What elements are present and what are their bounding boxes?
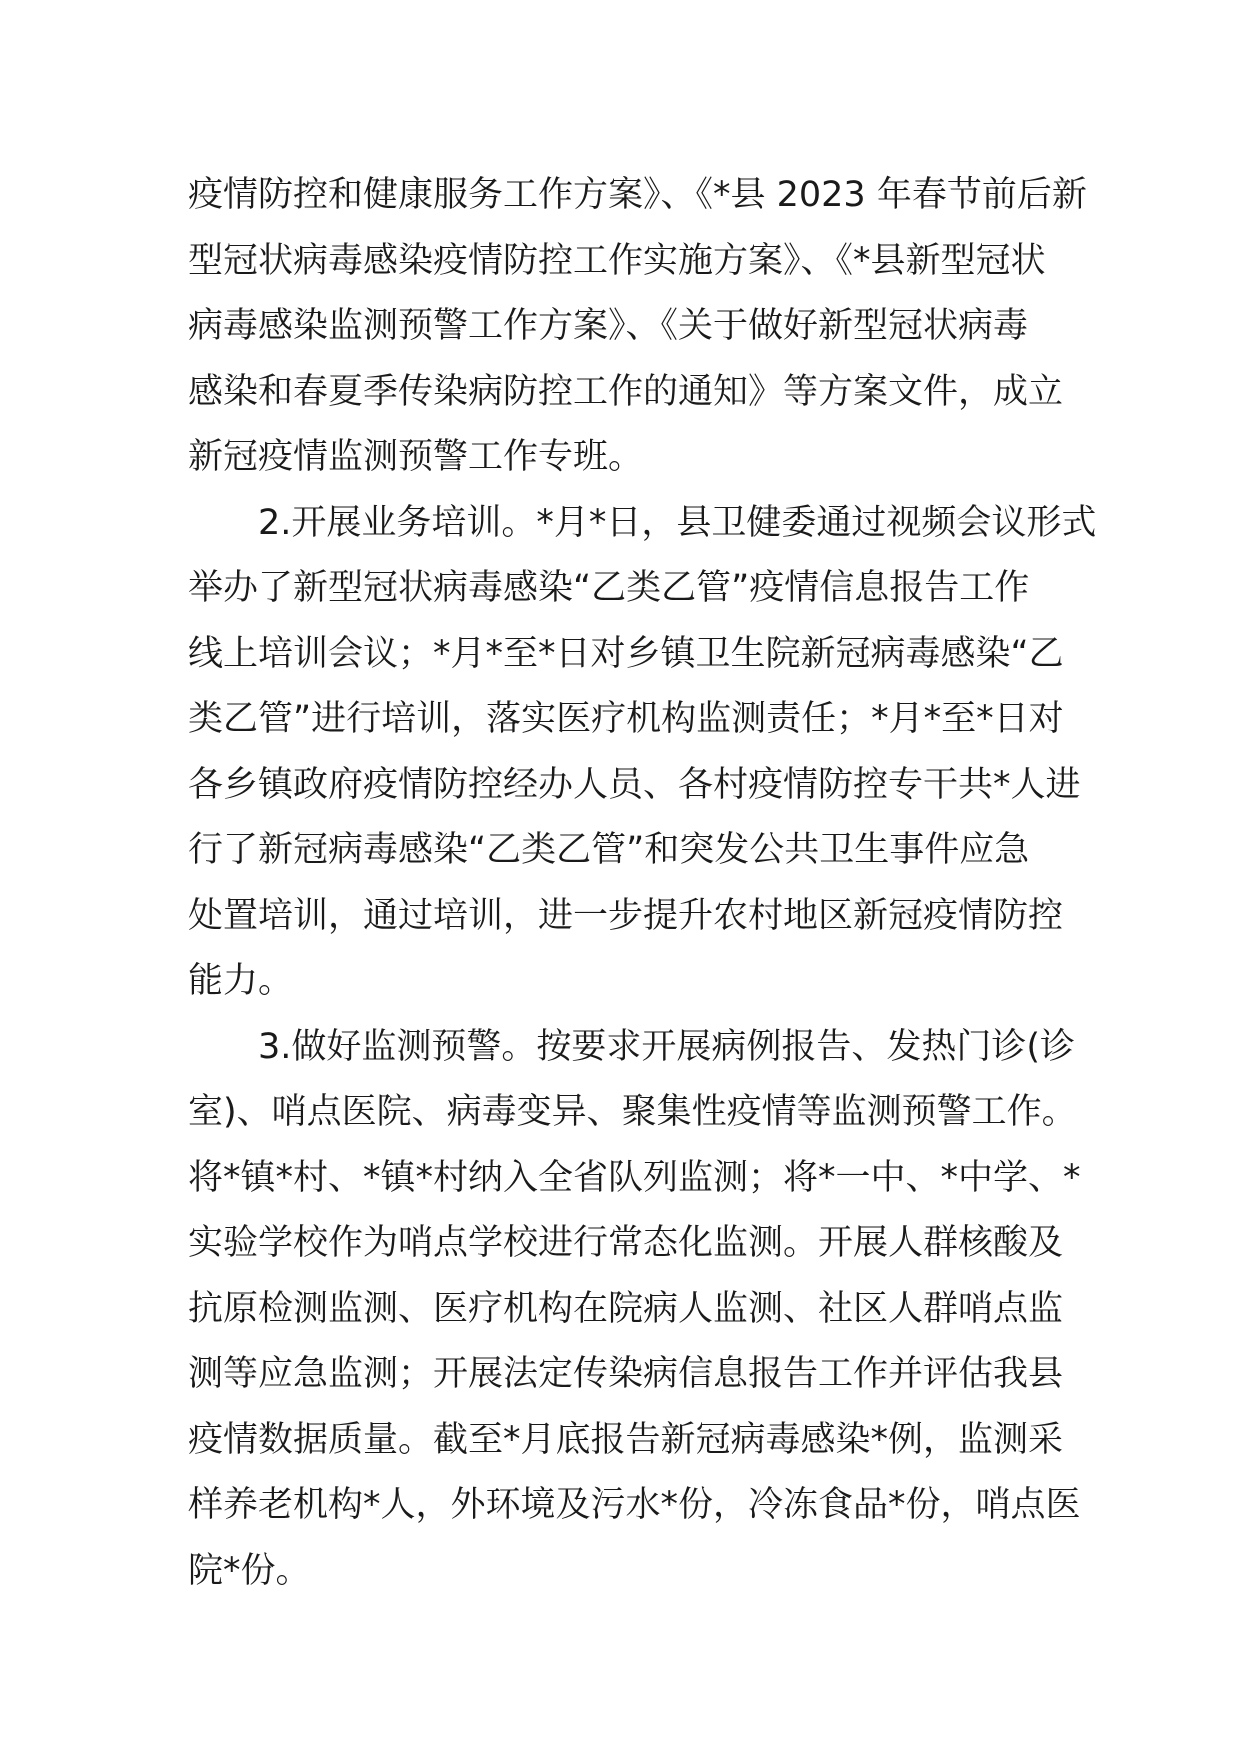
- text-line: 各乡镇政府疫情防控经办人员、各村疫情防控专干共*人进: [188, 764, 1081, 805]
- text-line: 类乙管”进行培训，落实医疗机构监测责任；*月*至*日对: [188, 699, 1064, 739]
- text-line: 实验学校作为哨点学校进行常态化监测。开展人群核酸及: [188, 1223, 1064, 1263]
- paragraph-1: [188, 163, 1087, 491]
- text-line: 举办了新型冠状病毒感染“乙类乙管”疫情信息报告工作: [188, 568, 1030, 608]
- text-line: 室)、哨点医院、病毒变异、聚集性疫情等监测预警工作。: [188, 1092, 1077, 1132]
- text-line: 院*份。: [188, 1550, 311, 1591]
- text-line: 新冠疫情监测预警工作专班。: [188, 437, 644, 477]
- text-line: 感染和春夏季传染病防控工作的通知》等方案文件，成立: [188, 371, 1064, 412]
- document-body: [188, 163, 1097, 1604]
- text-line: 2.开展业务培训。*月*日，县卫健委通过视频会议形式: [258, 502, 1097, 543]
- text-line: 将*镇*村、*镇*村纳入全省队列监测；将*一中、*中学、*: [188, 1157, 1081, 1198]
- text-line: 能力。: [188, 961, 294, 1001]
- text-line: 3.做好监测预警。按要求开展病例报告、发热门诊(诊: [258, 1026, 1076, 1067]
- text-line: 疫情防控和健康服务工作方案》、《*县 2023 年春节前后新: [188, 175, 1087, 215]
- text-line: 疫情数据质量。截至*月底报告新冠病毒感染*例，监测采: [188, 1419, 1064, 1460]
- text-line: 病毒感染监测预警工作方案》、《关于做好新型冠状病毒: [188, 306, 1029, 346]
- text-line: 抗原检测监测、医疗机构在院病人监测、社区人群哨点监: [188, 1288, 1064, 1329]
- text-line: 处置培训，通过培训，进一步提升农村地区新冠疫情防控: [188, 895, 1064, 936]
- text-line: 行了新冠病毒感染“乙类乙管”和突发公共卫生事件应急: [188, 830, 1030, 870]
- text-line: 型冠状病毒感染疫情防控工作实施方案》、《*县新型冠状: [188, 240, 1046, 281]
- paragraph-2: [188, 491, 1097, 1015]
- text-line: 样养老机构*人，外环境及污水*份，冷冻食品*份，哨点医: [188, 1485, 1081, 1525]
- text-line: 测等应急监测；开展法定传染病信息报告工作并评估我县: [188, 1354, 1064, 1394]
- text-line: 线上培训会议；*月*至*日对乡镇卫生院新冠病毒感染“乙: [188, 633, 1064, 674]
- paragraph-3: [188, 1015, 1081, 1605]
